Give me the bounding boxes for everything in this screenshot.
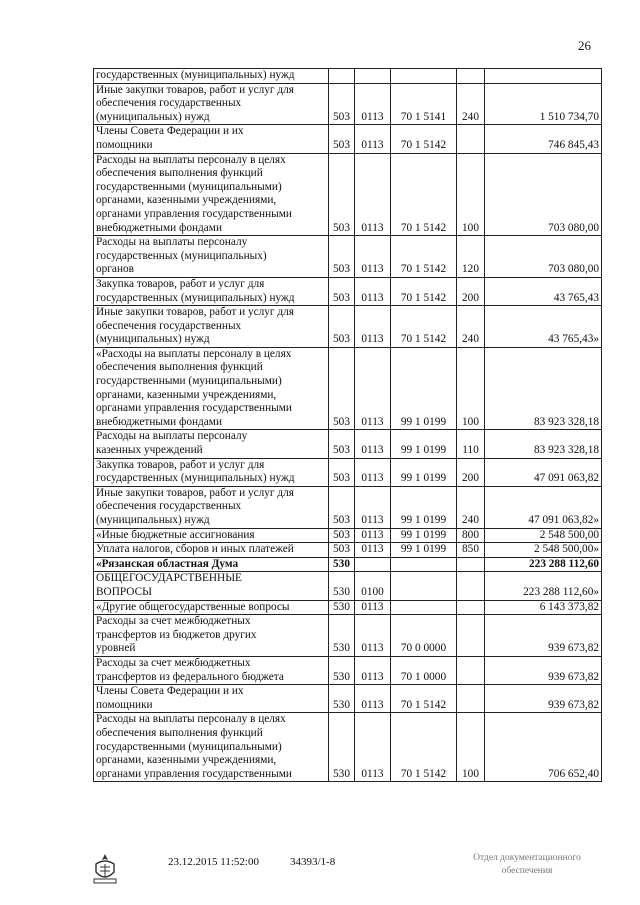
table-row [94, 153, 602, 236]
table-row [94, 685, 602, 713]
footer-doc-number: 34393/1-8 [290, 856, 336, 868]
row-amount: 223 288 112,60 [485, 557, 602, 572]
row-section: 0113 [355, 153, 391, 236]
row-amount: 83 923 328,18 [485, 347, 602, 430]
row-amount: 706 652,40 [485, 713, 602, 782]
budget-table [93, 68, 602, 782]
row-expense-type: 240 [457, 306, 485, 348]
table-row [94, 125, 602, 153]
row-name: «Иные бюджетные ассигнования [94, 528, 329, 543]
row-article [391, 557, 457, 572]
row-expense-type: 100 [457, 153, 485, 236]
row-expense-type: 800 [457, 528, 485, 543]
row-article [391, 600, 457, 615]
row-name: «Другие общегосударственные вопросы [94, 600, 329, 615]
row-section: 0113 [355, 528, 391, 543]
table-row [94, 347, 602, 430]
row-amount: 703 080,00 [485, 236, 602, 278]
row-name: Иные закупки товаров, работ и услуг для обеспечения государственных (муниципальных) нужд [94, 486, 329, 528]
department-stamp [452, 852, 602, 878]
row-amount: 43 765,43 [485, 277, 602, 305]
row-name: Расходы на выплаты персоналу в целях обеспечения выполнения функций государственными (муниципальными) органами, казенными учреждениями, органами управления государственными [94, 713, 329, 782]
row-section: 0113 [355, 713, 391, 782]
row-gr: 530 [329, 572, 355, 600]
table-row [94, 557, 602, 572]
row-section: 0113 [355, 656, 391, 684]
row-section [355, 557, 391, 572]
table-row [94, 458, 602, 486]
row-section: 0113 [355, 543, 391, 558]
row-expense-type: 200 [457, 458, 485, 486]
row-amount: 2 548 500,00 [485, 528, 602, 543]
row-name: Закупка товаров, работ и услуг для государственных (муниципальных) нужд [94, 277, 329, 305]
row-section: 0113 [355, 125, 391, 153]
row-expense-type: 110 [457, 430, 485, 458]
budget-table-body [94, 69, 602, 782]
row-article: 70 1 5142 [391, 125, 457, 153]
row-expense-type: 100 [457, 713, 485, 782]
table-row [94, 656, 602, 684]
row-article: 99 1 0199 [391, 528, 457, 543]
row-amount: 43 765,43» [485, 306, 602, 348]
coat-of-arms-icon [88, 852, 122, 886]
row-article: 70 1 5142 [391, 306, 457, 348]
row-expense-type [457, 557, 485, 572]
stamp-line-2: обеспечения [501, 866, 553, 876]
row-amount: 939 673,82 [485, 656, 602, 684]
row-name: «Расходы на выплаты персоналу в целях обеспечения выполнения функций государственными (муниципальными) органами, казенными учреждениями, органами управления государственными внебюджетными фондами [94, 347, 329, 430]
row-amount: 703 080,00 [485, 153, 602, 236]
row-gr: 503 [329, 486, 355, 528]
row-section: 0113 [355, 600, 391, 615]
row-name: Уплата налогов, сборов и иных платежей [94, 543, 329, 558]
row-gr: 503 [329, 528, 355, 543]
table-row [94, 236, 602, 278]
row-amount: 83 923 328,18 [485, 430, 602, 458]
row-expense-type [457, 615, 485, 657]
row-article: 99 1 0199 [391, 347, 457, 430]
row-article: 70 0 0000 [391, 615, 457, 657]
row-article [391, 69, 457, 84]
row-gr: 503 [329, 125, 355, 153]
row-name: Расходы на выплаты персоналу в целях обеспечения выполнения функций государственными (муниципальными) органами, казенными учреждениями, органами управления государственными внебюджетными фондами [94, 153, 329, 236]
row-article: 99 1 0199 [391, 486, 457, 528]
row-name: Закупка товаров, работ и услуг для государственных (муниципальных) нужд [94, 458, 329, 486]
row-amount: 939 673,82 [485, 615, 602, 657]
table-row [94, 83, 602, 125]
row-section: 0113 [355, 615, 391, 657]
page-number: 26 [578, 38, 591, 53]
row-gr: 503 [329, 430, 355, 458]
row-expense-type: 100 [457, 347, 485, 430]
row-section: 0113 [355, 458, 391, 486]
row-gr [329, 69, 355, 84]
row-amount: 47 091 063,82» [485, 486, 602, 528]
row-amount: 47 091 063,82 [485, 458, 602, 486]
table-row [94, 600, 602, 615]
row-article: 70 1 5142 [391, 713, 457, 782]
table-row [94, 486, 602, 528]
row-article: 70 1 5141 [391, 83, 457, 125]
row-name: Расходы за счет межбюджетных трансфертов из бюджетов других уровней [94, 615, 329, 657]
row-amount: 746 845,43 [485, 125, 602, 153]
row-article: 70 1 5142 [391, 236, 457, 278]
row-gr: 503 [329, 347, 355, 430]
row-name: «Рязанская областная Дума [94, 557, 329, 572]
row-section: 0113 [355, 685, 391, 713]
row-gr: 503 [329, 277, 355, 305]
row-expense-type: 850 [457, 543, 485, 558]
row-section: 0113 [355, 236, 391, 278]
row-name: Иные закупки товаров, работ и услуг для обеспечения государственных (муниципальных) нужд [94, 306, 329, 348]
table-row [94, 306, 602, 348]
row-expense-type: 240 [457, 486, 485, 528]
row-gr: 530 [329, 600, 355, 615]
row-gr: 503 [329, 306, 355, 348]
row-name: ОБЩЕГОСУДАРСТВЕННЫЕ ВОПРОСЫ [94, 572, 329, 600]
row-section: 0113 [355, 486, 391, 528]
row-amount: 223 288 112,60» [485, 572, 602, 600]
table-row [94, 430, 602, 458]
row-section: 0113 [355, 347, 391, 430]
row-article: 70 1 5142 [391, 277, 457, 305]
row-expense-type: 240 [457, 83, 485, 125]
row-expense-type [457, 600, 485, 615]
row-name: Расходы на выплаты персоналу государственных (муниципальных) органов [94, 236, 329, 278]
stamp-line-1: Отдел документационного [473, 853, 581, 863]
row-amount: 2 548 500,00» [485, 543, 602, 558]
table-row [94, 572, 602, 600]
row-expense-type [457, 656, 485, 684]
row-amount: 6 143 373,82 [485, 600, 602, 615]
row-name: государственных (муниципальных) нужд [94, 69, 329, 84]
row-gr: 503 [329, 458, 355, 486]
row-expense-type: 120 [457, 236, 485, 278]
row-expense-type [457, 125, 485, 153]
row-gr: 530 [329, 615, 355, 657]
row-name: Иные закупки товаров, работ и услуг для обеспечения государственных (муниципальных) нужд [94, 83, 329, 125]
row-expense-type [457, 572, 485, 600]
table-row [94, 69, 602, 84]
row-section: 0113 [355, 430, 391, 458]
table-row [94, 277, 602, 305]
row-gr: 503 [329, 83, 355, 125]
row-name: Расходы на выплаты персоналу казенных учреждений [94, 430, 329, 458]
row-name: Члены Совета Федерации и их помощники [94, 125, 329, 153]
row-section: 0113 [355, 83, 391, 125]
row-amount [485, 69, 602, 84]
row-gr: 530 [329, 656, 355, 684]
row-section: 0113 [355, 277, 391, 305]
row-article: 99 1 0199 [391, 430, 457, 458]
row-article: 70 1 5142 [391, 153, 457, 236]
table-row [94, 543, 602, 558]
table-row [94, 713, 602, 782]
row-gr: 503 [329, 153, 355, 236]
row-gr: 530 [329, 685, 355, 713]
row-gr: 530 [329, 557, 355, 572]
row-amount: 939 673,82 [485, 685, 602, 713]
row-amount: 1 510 734,70 [485, 83, 602, 125]
row-expense-type: 200 [457, 277, 485, 305]
row-article: 70 1 0000 [391, 656, 457, 684]
row-section: 0100 [355, 572, 391, 600]
row-expense-type [457, 685, 485, 713]
row-gr: 530 [329, 713, 355, 782]
row-article: 99 1 0199 [391, 543, 457, 558]
table-row [94, 615, 602, 657]
row-article: 70 1 5142 [391, 685, 457, 713]
row-expense-type [457, 69, 485, 84]
footer-date: 23.12.2015 11:52:00 [168, 856, 259, 868]
row-name: Члены Совета Федерации и их помощники [94, 685, 329, 713]
table-row [94, 528, 602, 543]
row-gr: 503 [329, 236, 355, 278]
row-section [355, 69, 391, 84]
row-section: 0113 [355, 306, 391, 348]
row-article [391, 572, 457, 600]
row-article: 99 1 0199 [391, 458, 457, 486]
row-name: Расходы за счет межбюджетных трансфертов из федерального бюджета [94, 656, 329, 684]
row-gr: 503 [329, 543, 355, 558]
